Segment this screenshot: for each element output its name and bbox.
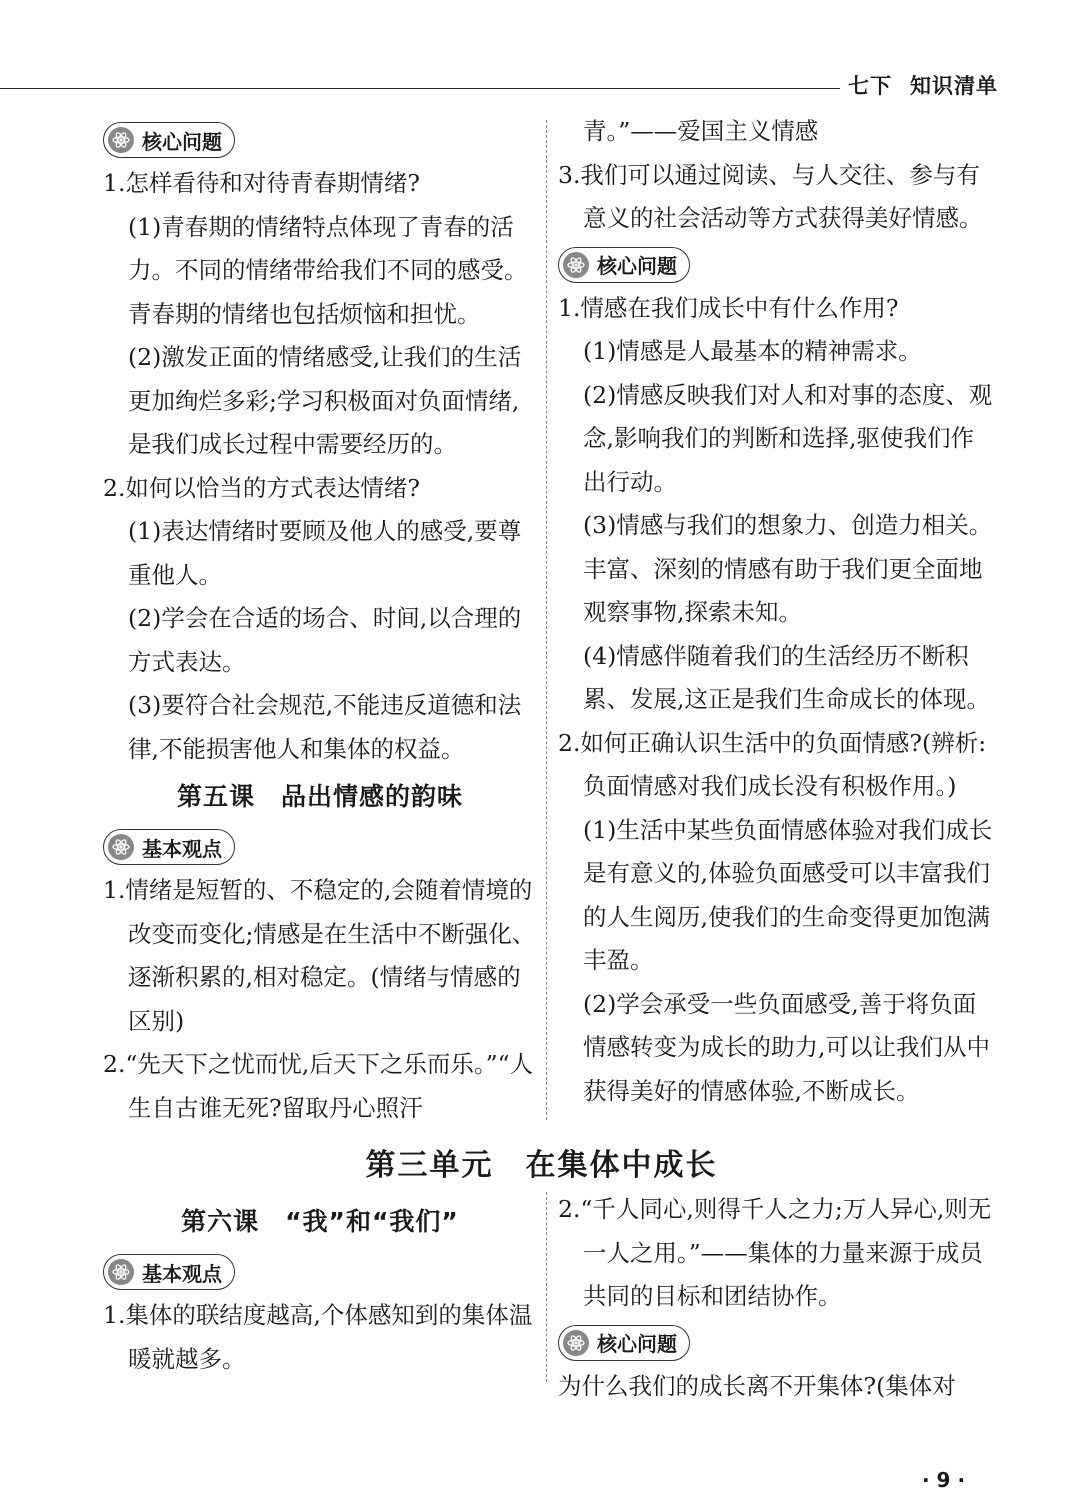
answer-1-3: (3)情感与我们的想象力、创造力相关。丰富、深刻的情感有助于我们更全面地观察事物,探索未知。: [583, 511, 993, 626]
atom-icon: [563, 1330, 589, 1356]
running-header: [848, 70, 1016, 100]
question-2: 2.如何以恰当的方式表达情绪?: [103, 473, 421, 502]
basic-point-1: 1.集体的联结度越高,个体感知到的集体温暖就越多。: [103, 1301, 533, 1373]
answer-2-3: (3)要符合社会规范,不能违反道德和法律,不能损害他人和集体的权益。: [128, 691, 522, 763]
basic-point-2: 2.“先天下之忧而忧,后天下之乐而乐。”“人生自古谁无死?留取丹心照汗: [103, 1050, 534, 1122]
lesson-5-title: 第五课 品出情感的韵味: [176, 782, 463, 811]
atom-icon: [108, 1259, 134, 1285]
core-question-badge: [558, 247, 690, 283]
header-title: 知识清单: [910, 74, 998, 98]
answer-1-1: (1)情感是人最基本的精神需求。: [583, 337, 922, 365]
unit-3-title: 第三单元 在集体中成长: [365, 1148, 718, 1183]
atom-icon: [108, 127, 134, 153]
badge-label: 核心问题: [597, 254, 677, 278]
answer-1-1: (1)青春期的情绪特点体现了青春的活力。不同的情绪带给我们不同的感受。青春期的情绪也包括烦恼和担忧。: [128, 212, 528, 328]
basic-point-2-continued: 青。”——爱国主义情感: [583, 117, 819, 145]
column-divider-bottom: [546, 1192, 547, 1382]
right-column-top: [558, 110, 994, 1113]
core-question-badge: [103, 122, 235, 158]
answer-2-2: (2)学会承受一些负面感受,善于将负面情感转变为成长的助力,可以让我们从中获得美好的情感体验,不断成长。: [583, 989, 990, 1105]
atom-icon: [108, 834, 134, 860]
basic-point-1: 1.情绪是短暂的、不稳定的,会随着情境的改变而变化;情感是在生活中不断强化、逐渐积累的,相对稳定。(情绪与情感的区别): [103, 876, 536, 1035]
basic-point-2: 2.“千人同心,则得千人之力;万人异心,则无一人之用。”——集体的力量来源于成员共同的目标和团结协作。: [558, 1195, 992, 1310]
core-question: 为什么我们的成长离不开集体?(集体对: [558, 1371, 956, 1400]
answer-2-2: (2)学会在合适的场合、时间,以合理的方式表达。: [128, 604, 522, 676]
question-1: 1.情感在我们成长中有什么作用?: [558, 293, 899, 322]
core-question-badge: [558, 1325, 690, 1361]
answer-1-2: (2)激发正面的情绪感受,让我们的生活更加绚烂多彩;学习积极面对负面情绪,是我们成长过程中需要经历的。: [128, 343, 522, 458]
left-column-bottom: [103, 1196, 537, 1381]
question-1: 1.怎样看待和对待青春期情绪?: [103, 169, 421, 197]
badge-label: 核心问题: [142, 129, 222, 154]
answer-1-4: (4)情感伴随着我们的生活经历不断积累、发展,这正是我们生命成长的体现。: [583, 641, 990, 713]
badge-label: 基本观点: [142, 1261, 222, 1286]
header-rule: [0, 88, 840, 89]
column-divider-top: [546, 120, 547, 1120]
question-2: 2.如何正确认识生活中的负面情感?(辨析:负面情感对我们成长没有积极作用。): [558, 728, 987, 800]
header-grade: 七下: [848, 74, 892, 98]
badge-label: 基本观点: [142, 836, 222, 861]
lesson-6-title: 第六课 “我”和“我们”: [181, 1207, 459, 1236]
right-column-bottom: [558, 1188, 994, 1408]
badge-label: 核心问题: [597, 1332, 677, 1356]
answer-2-1: (1)生活中某些负面情感体验对我们成长是有意义的,体验负面感受可以丰富我们的人生阅历,使我们的生命变得更加饱满丰盈。: [583, 815, 993, 974]
left-column-top: [103, 116, 537, 1130]
atom-icon: [563, 252, 589, 278]
answer-1-2: (2)情感反映我们对人和对事的态度、观念,影响我们的判断和选择,驱使我们作出行动。: [583, 380, 993, 496]
page-number: · 9 ·: [922, 1468, 966, 1492]
answer-2-1: (1)表达情绪时要顾及他人的感受,要尊重他人。: [128, 517, 522, 589]
basic-point-3: 3.我们可以通过阅读、与人交往、参与有意义的社会活动等方式获得美好情感。: [558, 160, 983, 232]
basic-view-badge: [103, 829, 235, 865]
basic-view-badge: [103, 1254, 235, 1290]
